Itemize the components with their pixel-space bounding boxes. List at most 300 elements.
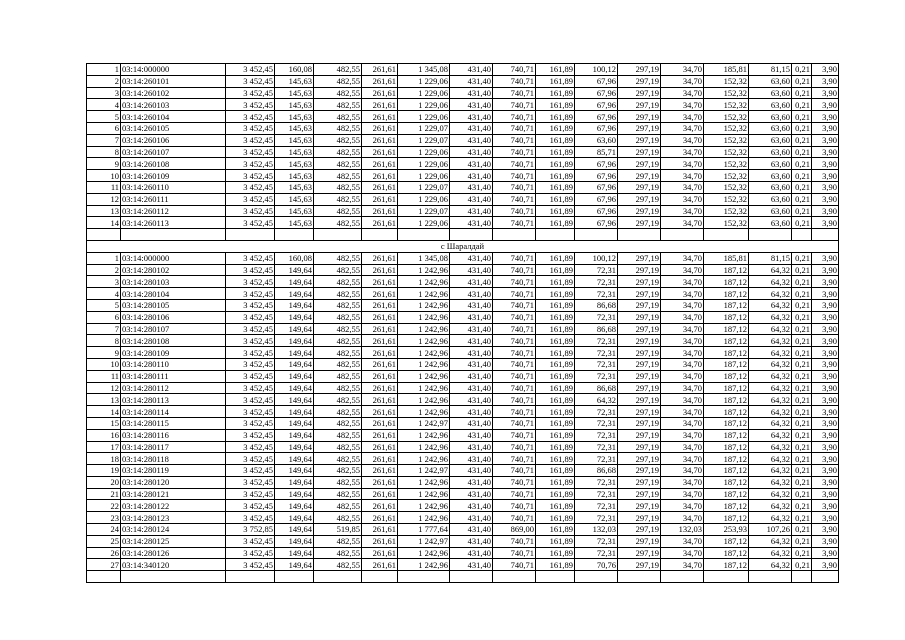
value-cell: 0,21: [792, 512, 812, 524]
value-cell: 72,31: [575, 512, 618, 524]
table-row: [87, 205, 839, 217]
value-cell: 3,90: [812, 488, 839, 500]
value-cell: 431,40: [450, 500, 493, 512]
value-cell: 482,55: [314, 205, 362, 217]
value-cell: 740,71: [493, 335, 536, 347]
value-cell: 64,32: [749, 276, 792, 288]
value-cell: 187,12: [704, 417, 749, 429]
table-row: [87, 170, 839, 182]
value-cell: 149,64: [275, 476, 314, 488]
value-cell: 161,89: [536, 382, 575, 394]
row-number-cell: 14: [87, 217, 121, 229]
value-cell: 482,55: [314, 299, 362, 311]
value-cell: 297,19: [618, 500, 661, 512]
cadastral-code-cell: 03:14:000000: [121, 64, 226, 76]
value-cell: 431,40: [450, 134, 493, 146]
value-cell: 740,71: [493, 205, 536, 217]
value-cell: 161,89: [536, 134, 575, 146]
value-cell: 740,71: [493, 488, 536, 500]
value-cell: 64,32: [749, 406, 792, 418]
value-cell: 261,61: [362, 111, 398, 123]
row-number-cell: 2: [87, 264, 121, 276]
value-cell: 1 229,06: [398, 170, 450, 182]
row-number-cell: 1: [87, 252, 121, 264]
cadastral-code-cell: 03:14:000000: [121, 252, 226, 264]
row-number-cell: 11: [87, 370, 121, 382]
value-cell: 72,31: [575, 335, 618, 347]
value-cell: 152,32: [704, 134, 749, 146]
value-cell: 1 242,96: [398, 276, 450, 288]
value-cell: 161,89: [536, 535, 575, 547]
value-cell: 297,19: [618, 311, 661, 323]
value-cell: 0,21: [792, 465, 812, 477]
value-cell: 64,32: [749, 488, 792, 500]
cadastral-code-cell: 03:14:280103: [121, 276, 226, 288]
cadastral-code-cell: 03:14:280104: [121, 288, 226, 300]
value-cell: 149,64: [275, 429, 314, 441]
value-cell: 297,19: [618, 158, 661, 170]
value-cell: 34,70: [661, 417, 704, 429]
value-cell: 431,40: [450, 99, 493, 111]
value-cell: 431,40: [450, 181, 493, 193]
value-cell: 34,70: [661, 217, 704, 229]
value-cell: 63,60: [749, 111, 792, 123]
value-cell: 187,12: [704, 535, 749, 547]
value-cell: 72,31: [575, 417, 618, 429]
cadastral-code-cell: 03:14:280107: [121, 323, 226, 335]
value-cell: 152,32: [704, 170, 749, 182]
value-cell: 261,61: [362, 193, 398, 205]
value-cell: 261,61: [362, 323, 398, 335]
value-cell: 187,12: [704, 488, 749, 500]
value-cell: 3 452,45: [226, 146, 275, 158]
value-cell: 152,32: [704, 146, 749, 158]
value-cell: 740,71: [493, 75, 536, 87]
value-cell: 261,61: [362, 205, 398, 217]
value-cell: 161,89: [536, 122, 575, 134]
value-cell: 0,21: [792, 146, 812, 158]
value-cell: 261,61: [362, 347, 398, 359]
value-cell: 297,19: [618, 146, 661, 158]
value-cell: 149,64: [275, 323, 314, 335]
value-cell: 34,70: [661, 406, 704, 418]
value-cell: 161,89: [536, 276, 575, 288]
value-cell: 3,90: [812, 429, 839, 441]
value-cell: 67,96: [575, 193, 618, 205]
value-cell: 253,93: [704, 524, 749, 536]
table-row: [87, 181, 839, 193]
value-cell: 297,19: [618, 299, 661, 311]
value-cell: 261,61: [362, 122, 398, 134]
value-cell: 297,19: [618, 453, 661, 465]
value-cell: 297,19: [618, 64, 661, 76]
value-cell: 34,70: [661, 441, 704, 453]
table-row: [87, 370, 839, 382]
value-cell: 1 242,96: [398, 488, 450, 500]
spreadsheet-page: [86, 63, 837, 583]
cadastral-code-cell: 03:14:280119: [121, 465, 226, 477]
value-cell: 64,32: [749, 382, 792, 394]
value-cell: 161,89: [536, 170, 575, 182]
value-cell: 145,63: [275, 181, 314, 193]
value-cell: 0,21: [792, 134, 812, 146]
table-row: [87, 146, 839, 158]
value-cell: 3 452,45: [226, 335, 275, 347]
value-cell: 482,55: [314, 535, 362, 547]
value-cell: 297,19: [618, 111, 661, 123]
table-row: [87, 347, 839, 359]
row-number-cell: 5: [87, 299, 121, 311]
value-cell: 72,31: [575, 276, 618, 288]
value-cell: 161,89: [536, 453, 575, 465]
value-cell: 3,90: [812, 335, 839, 347]
value-cell: 740,71: [493, 547, 536, 559]
value-cell: 0,21: [792, 323, 812, 335]
value-cell: 297,19: [618, 488, 661, 500]
value-cell: 431,40: [450, 264, 493, 276]
value-cell: 3 752,85: [226, 524, 275, 536]
table-row: [87, 476, 839, 488]
row-number-cell: 14: [87, 406, 121, 418]
value-cell: 740,71: [493, 429, 536, 441]
value-cell: 72,31: [575, 358, 618, 370]
value-cell: 261,61: [362, 488, 398, 500]
value-cell: 3,90: [812, 64, 839, 76]
value-cell: 740,71: [493, 170, 536, 182]
value-cell: 72,31: [575, 488, 618, 500]
value-cell: 261,61: [362, 217, 398, 229]
value-cell: 297,19: [618, 323, 661, 335]
value-cell: 261,61: [362, 170, 398, 182]
value-cell: 261,61: [362, 158, 398, 170]
value-cell: 3 452,45: [226, 500, 275, 512]
value-cell: 3,90: [812, 417, 839, 429]
row-number-cell: 20: [87, 476, 121, 488]
value-cell: 740,71: [493, 476, 536, 488]
value-cell: 482,55: [314, 441, 362, 453]
value-cell: 160,08: [275, 64, 314, 76]
value-cell: 0,21: [792, 122, 812, 134]
row-number-cell: 12: [87, 193, 121, 205]
row-number-cell: 24: [87, 524, 121, 536]
value-cell: 34,70: [661, 535, 704, 547]
value-cell: 740,71: [493, 99, 536, 111]
value-cell: 34,70: [661, 559, 704, 571]
value-cell: 0,21: [792, 453, 812, 465]
value-cell: 740,71: [493, 417, 536, 429]
value-cell: 0,21: [792, 75, 812, 87]
value-cell: 261,61: [362, 535, 398, 547]
value-cell: 0,21: [792, 264, 812, 276]
value-cell: 3,90: [812, 181, 839, 193]
value-cell: 67,96: [575, 205, 618, 217]
value-cell: 86,68: [575, 382, 618, 394]
cadastral-code-cell: 03:14:340120: [121, 559, 226, 571]
value-cell: 3,90: [812, 75, 839, 87]
value-cell: 64,32: [749, 335, 792, 347]
value-cell: 261,61: [362, 453, 398, 465]
value-cell: 261,61: [362, 299, 398, 311]
table-row: [87, 441, 839, 453]
value-cell: 261,61: [362, 146, 398, 158]
row-number-cell: 4: [87, 288, 121, 300]
row-number-cell: 16: [87, 429, 121, 441]
cadastral-code-cell: 03:14:280111: [121, 370, 226, 382]
value-cell: 161,89: [536, 299, 575, 311]
value-cell: 34,70: [661, 134, 704, 146]
value-cell: 64,32: [749, 535, 792, 547]
table-row: [87, 122, 839, 134]
value-cell: 34,70: [661, 347, 704, 359]
value-cell: 3,90: [812, 394, 839, 406]
table-block-1: [87, 64, 839, 229]
cadastral-code-cell: 03:14:260103: [121, 99, 226, 111]
value-cell: 3 452,45: [226, 547, 275, 559]
row-number-cell: 5: [87, 111, 121, 123]
value-cell: 1 242,96: [398, 394, 450, 406]
cadastral-code-cell: 03:14:280124: [121, 524, 226, 536]
value-cell: 145,63: [275, 75, 314, 87]
value-cell: 431,40: [450, 64, 493, 76]
value-cell: 1 242,96: [398, 335, 450, 347]
cadastral-code-cell: 03:14:260108: [121, 158, 226, 170]
table-row: [87, 559, 839, 571]
value-cell: 3,90: [812, 252, 839, 264]
cadastral-code-cell: 03:14:280121: [121, 488, 226, 500]
table-row: [87, 488, 839, 500]
row-number-cell: 8: [87, 335, 121, 347]
value-cell: 187,12: [704, 276, 749, 288]
value-cell: 482,55: [314, 181, 362, 193]
value-cell: 297,19: [618, 276, 661, 288]
value-cell: 67,96: [575, 111, 618, 123]
cadastral-code-cell: 03:14:260111: [121, 193, 226, 205]
value-cell: 431,40: [450, 535, 493, 547]
value-cell: 72,31: [575, 288, 618, 300]
value-cell: 297,19: [618, 335, 661, 347]
value-cell: 3 452,45: [226, 512, 275, 524]
value-cell: 297,19: [618, 347, 661, 359]
cadastral-code-cell: 03:14:280113: [121, 394, 226, 406]
value-cell: 187,12: [704, 288, 749, 300]
value-cell: 34,70: [661, 122, 704, 134]
value-cell: 261,61: [362, 288, 398, 300]
value-cell: 0,21: [792, 64, 812, 76]
value-cell: 297,19: [618, 217, 661, 229]
value-cell: 431,40: [450, 122, 493, 134]
value-cell: 67,96: [575, 158, 618, 170]
value-cell: 72,31: [575, 453, 618, 465]
value-cell: 297,19: [618, 134, 661, 146]
value-cell: 34,70: [661, 299, 704, 311]
value-cell: 161,89: [536, 394, 575, 406]
cadastral-code-cell: 03:14:280109: [121, 347, 226, 359]
value-cell: 64,32: [749, 465, 792, 477]
value-cell: 161,89: [536, 500, 575, 512]
value-cell: 34,70: [661, 370, 704, 382]
value-cell: 0,21: [792, 417, 812, 429]
value-cell: 149,64: [275, 441, 314, 453]
value-cell: 132,03: [575, 524, 618, 536]
row-number-cell: 10: [87, 358, 121, 370]
value-cell: 161,89: [536, 547, 575, 559]
value-cell: 161,89: [536, 323, 575, 335]
value-cell: 0,21: [792, 441, 812, 453]
value-cell: 149,64: [275, 276, 314, 288]
cadastral-code-cell: 03:14:280126: [121, 547, 226, 559]
value-cell: 3,90: [812, 512, 839, 524]
value-cell: 187,12: [704, 429, 749, 441]
value-cell: 431,40: [450, 288, 493, 300]
value-cell: 0,21: [792, 429, 812, 441]
value-cell: 161,89: [536, 417, 575, 429]
value-cell: 431,40: [450, 382, 493, 394]
value-cell: 0,21: [792, 476, 812, 488]
value-cell: 3,90: [812, 441, 839, 453]
value-cell: 187,12: [704, 512, 749, 524]
value-cell: 297,19: [618, 370, 661, 382]
value-cell: 297,19: [618, 288, 661, 300]
value-cell: 3 452,45: [226, 181, 275, 193]
table-row: [87, 429, 839, 441]
value-cell: 34,70: [661, 205, 704, 217]
value-cell: 152,32: [704, 181, 749, 193]
value-cell: 34,70: [661, 335, 704, 347]
value-cell: 161,89: [536, 559, 575, 571]
value-cell: 149,64: [275, 370, 314, 382]
row-number-cell: 22: [87, 500, 121, 512]
value-cell: 149,64: [275, 488, 314, 500]
cadastral-code-cell: 03:14:260104: [121, 111, 226, 123]
value-cell: 34,70: [661, 394, 704, 406]
value-cell: 431,40: [450, 146, 493, 158]
value-cell: 482,55: [314, 75, 362, 87]
value-cell: 3,90: [812, 311, 839, 323]
cadastral-code-cell: 03:14:280102: [121, 264, 226, 276]
value-cell: 482,55: [314, 406, 362, 418]
value-cell: 187,12: [704, 335, 749, 347]
value-cell: 86,68: [575, 465, 618, 477]
value-cell: 34,70: [661, 170, 704, 182]
table-row: [87, 64, 839, 76]
value-cell: 3 452,45: [226, 217, 275, 229]
value-cell: 261,61: [362, 559, 398, 571]
value-cell: 72,31: [575, 347, 618, 359]
row-number-cell: 2: [87, 75, 121, 87]
value-cell: 3 452,45: [226, 75, 275, 87]
value-cell: 185,81: [704, 252, 749, 264]
value-cell: 0,21: [792, 358, 812, 370]
value-cell: 185,81: [704, 64, 749, 76]
value-cell: 161,89: [536, 429, 575, 441]
value-cell: 34,70: [661, 500, 704, 512]
row-number-cell: 12: [87, 382, 121, 394]
value-cell: 145,63: [275, 170, 314, 182]
table-row: [87, 217, 839, 229]
value-cell: 431,40: [450, 370, 493, 382]
value-cell: 3,90: [812, 453, 839, 465]
value-cell: 161,89: [536, 370, 575, 382]
value-cell: 482,55: [314, 252, 362, 264]
value-cell: 1 242,96: [398, 358, 450, 370]
value-cell: 64,32: [749, 476, 792, 488]
value-cell: 0,21: [792, 382, 812, 394]
value-cell: 740,71: [493, 394, 536, 406]
row-number-cell: 3: [87, 276, 121, 288]
value-cell: 297,19: [618, 476, 661, 488]
value-cell: 149,64: [275, 500, 314, 512]
value-cell: 64,32: [749, 429, 792, 441]
value-cell: 297,19: [618, 358, 661, 370]
value-cell: 0,21: [792, 111, 812, 123]
value-cell: 34,70: [661, 146, 704, 158]
value-cell: 34,70: [661, 288, 704, 300]
value-cell: 149,64: [275, 299, 314, 311]
value-cell: 261,61: [362, 311, 398, 323]
table-row: [87, 417, 839, 429]
value-cell: 740,71: [493, 122, 536, 134]
value-cell: 63,60: [749, 75, 792, 87]
value-cell: 261,61: [362, 370, 398, 382]
value-cell: 34,70: [661, 99, 704, 111]
value-cell: 482,55: [314, 335, 362, 347]
value-cell: 297,19: [618, 205, 661, 217]
value-cell: 740,71: [493, 382, 536, 394]
value-cell: 161,89: [536, 288, 575, 300]
value-cell: 431,40: [450, 547, 493, 559]
value-cell: 149,64: [275, 417, 314, 429]
value-cell: 431,40: [450, 524, 493, 536]
value-cell: 161,89: [536, 358, 575, 370]
value-cell: 740,71: [493, 64, 536, 76]
value-cell: 3,90: [812, 347, 839, 359]
value-cell: 149,64: [275, 453, 314, 465]
row-number-cell: 25: [87, 535, 121, 547]
value-cell: 0,21: [792, 394, 812, 406]
value-cell: 161,89: [536, 99, 575, 111]
value-cell: 63,60: [749, 146, 792, 158]
value-cell: 149,64: [275, 382, 314, 394]
value-cell: 3,90: [812, 158, 839, 170]
value-cell: 261,61: [362, 134, 398, 146]
value-cell: 431,40: [450, 417, 493, 429]
value-cell: 1 242,97: [398, 417, 450, 429]
cadastral-code-cell: 03:14:260112: [121, 205, 226, 217]
value-cell: 297,19: [618, 382, 661, 394]
value-cell: 3 452,45: [226, 111, 275, 123]
value-cell: 431,40: [450, 311, 493, 323]
value-cell: 482,55: [314, 547, 362, 559]
value-cell: 261,61: [362, 87, 398, 99]
value-cell: 297,19: [618, 87, 661, 99]
value-cell: 34,70: [661, 193, 704, 205]
value-cell: 3 452,45: [226, 358, 275, 370]
value-cell: 161,89: [536, 64, 575, 76]
value-cell: 3,90: [812, 476, 839, 488]
value-cell: 72,31: [575, 535, 618, 547]
value-cell: 431,40: [450, 559, 493, 571]
cadastral-code-cell: 03:14:280118: [121, 453, 226, 465]
value-cell: 0,21: [792, 524, 812, 536]
blank-row: [87, 229, 839, 241]
value-cell: 34,70: [661, 87, 704, 99]
value-cell: 482,55: [314, 87, 362, 99]
value-cell: 3,90: [812, 299, 839, 311]
value-cell: 34,70: [661, 476, 704, 488]
cadastral-code-cell: 03:14:280112: [121, 382, 226, 394]
value-cell: 187,12: [704, 453, 749, 465]
value-cell: 261,61: [362, 252, 398, 264]
